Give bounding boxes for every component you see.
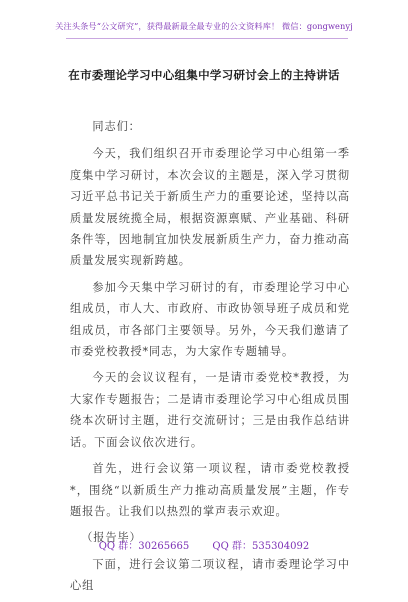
footer-contact: [0, 537, 408, 552]
paragraph-1: 今天，我们组织召开市委理论学习中心组第一季度集中学习研讨，本次会议的主题是，深入学习贯彻习近平总书记关于新质生产力的重要论述，坚持以高质量发展统揽全局，根据资源禀赋、产业基础、科研条件等，因地制宜加快发展新质生产力，奋力推动高质量发展实现新跨越。: [70, 147, 350, 268]
header-promo-note: 关注头条号“公文研究”，获得最新最全最专业的公文资料库！ 微信：gongwenyj: [55, 21, 353, 31]
footer-qq-group-2: QQ 群：535304092: [212, 541, 310, 552]
paragraph-3: 今天的会议议程有，一是请市委党校*教授，为大家作专题报告；二是请市委理论学习中心组成员围绕本次研讨主题，进行交流研讨；三是由我作总结讲话。下面会议依次进行。: [70, 371, 350, 449]
report-end-note: （报告毕）: [81, 531, 142, 545]
paragraph-5: 下面，进行会议第二项议程，请市委理论学习中心组: [70, 557, 350, 593]
paragraph-4: 首先，进行会议第一项议程，请市委党校教授*，围绕“以新质生产力推动高质量发展”主题，作专题报告。让我们以热烈的掌声表示欢迎。: [70, 462, 350, 518]
paragraph-2: 参加今天集中学习研讨的有，市委理论学习中心组成员，市人大、市政府、市政协领导班子成员和党组成员，市各部门主要领导。另外，今天我们邀请了市委党校教授*同志，为大家作专题辅导。: [70, 280, 350, 359]
footer-qq-group-1: QQ 群：30265665: [98, 541, 190, 552]
document-title: 在市委理论学习中心组集中学习研讨会上的主持讲话: [68, 68, 340, 82]
document-body: [70, 116, 350, 602]
header-divider: [66, 38, 348, 39]
salutation: 同志们：: [92, 120, 141, 133]
